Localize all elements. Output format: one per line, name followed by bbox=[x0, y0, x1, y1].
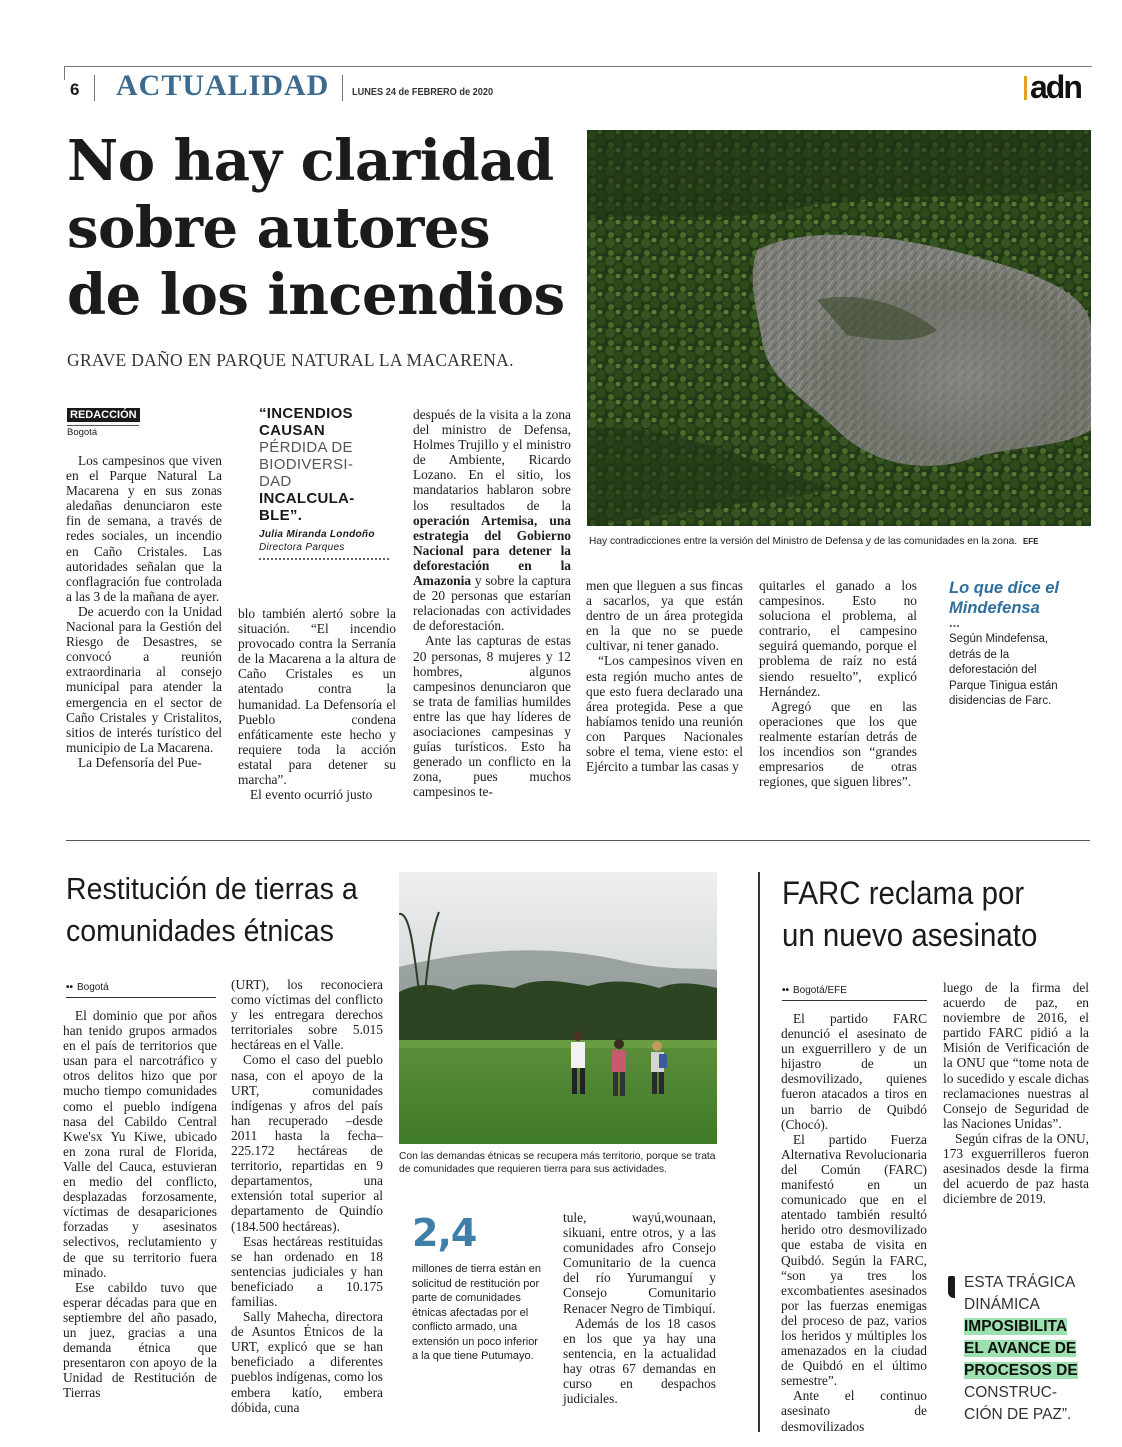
byline-dots: •• bbox=[66, 982, 74, 993]
adn-logo bbox=[1024, 71, 1094, 105]
restitucion-col-3 bbox=[563, 1210, 716, 1406]
highlight-text: EL AVANCE DE bbox=[964, 1340, 1077, 1357]
restitucion-col-2 bbox=[231, 977, 383, 1415]
restitucion-col-1 bbox=[63, 1008, 217, 1400]
headline-line-1: No hay claridad bbox=[67, 128, 554, 194]
headline-line: un nuevo asesinato bbox=[782, 917, 1038, 953]
sidebar-text: Según Mindefensa, detrás de la deforestación del Parque Tinigua están disidencias de Farc. bbox=[949, 633, 1058, 707]
quote-line-highlight bbox=[964, 1360, 1088, 1382]
header-left-tick bbox=[64, 66, 65, 80]
byline-city: Bogotá bbox=[67, 427, 98, 438]
text-run: y sobre la captura de 20 personas que estarían relacionadas con actividades de deforestación. bbox=[413, 573, 571, 634]
main-headline bbox=[67, 128, 577, 329]
headline-line: comunidades étnicas bbox=[66, 913, 334, 948]
paragraph: (URT), los reconociera como víctimas del conflicto y les entregara derechos territoriales sobre 5.015 hectáreas en el Valle. bbox=[231, 977, 383, 1053]
paragraph: Como el caso del pueblo nasa, con el apoyo de la URT, comunidades indígenas y afros del país han recuperado –desde 2011 hasta la fecha– 225.172 hectáreas de territorio, repartidas en 9 departamentos, una extensión total superior al departamento de Quindío (184.500 hectáreas). bbox=[231, 1052, 383, 1234]
header-divider bbox=[94, 75, 95, 101]
issue-date: LUNES 24 de FEBRERO de 2020 bbox=[352, 87, 494, 98]
paragraph: Agregó que en las operaciones que los que realmente estarían detrás de los incendios son “grandes empresarios de otras regiones, que siguen libres”. bbox=[759, 698, 917, 790]
quote-line: BLE”. bbox=[259, 507, 303, 524]
farc-col-2 bbox=[943, 980, 1089, 1206]
quote-role: Directora Parques bbox=[259, 542, 345, 553]
main-subheadline: GRAVE DAÑO EN PARQUE NATURAL LA MACARENA. bbox=[67, 350, 514, 370]
farc-headline bbox=[782, 872, 1058, 956]
quote-line: DINÁMICA bbox=[964, 1296, 1040, 1313]
main-col-3 bbox=[413, 407, 571, 799]
paragraph: Además de los 18 casos en los que ya hay una sentencia, en la actualidad hay otras 67 demandas en curso en despachos judiciales. bbox=[563, 1315, 716, 1407]
field-photo-caption: Con las demandas étnicas se recupera más territorio, porque se trata de comunidades que requieren tierra para sus actividades. bbox=[399, 1151, 716, 1175]
quote-dots bbox=[259, 558, 389, 560]
main-col-1 bbox=[66, 453, 222, 770]
highlight-text: PROCESOS DE bbox=[964, 1362, 1078, 1379]
header-top-rule bbox=[64, 66, 1092, 67]
logo-text: adn bbox=[1030, 69, 1081, 105]
paragraph: El evento ocurrió justo bbox=[250, 787, 373, 803]
paragraph: El partido FARC denunció el asesinato de un exguerrillero y de un hijastro de un desmovilizado, quienes fueron atacados a tiros en un barrio de Quibdó (Chocó). bbox=[781, 1011, 927, 1132]
section-divider bbox=[66, 840, 1090, 841]
header-divider-2 bbox=[342, 75, 343, 101]
mindefensa-sidebar bbox=[949, 578, 1074, 710]
paragraph: Ante el continuo asesinato de desmovilizados bbox=[781, 1388, 927, 1434]
paragraph: El dominio que por años han tenido grupos armados en el país de territorios que usan para el narcotráfico y otros delitos hizo que por mucho tiempo comunidades como el pueblo indígena nasa del Cabildo Central Kwe'sx Yu Kiwe, ubicado en zona rural de Florida, Valle del Cauca, estuvieran en medio del conflicto, desplazadas forzosamente, víctimas de desapariciones forzadas y asesinatos selectivos, reclutamiento y de que su territorio fuera minado. bbox=[63, 1008, 217, 1280]
quote-line: “INCENDIOS bbox=[259, 405, 353, 422]
quote-highlight bbox=[964, 1316, 1088, 1382]
quote-line-highlight bbox=[964, 1316, 1088, 1338]
byline-block bbox=[67, 405, 215, 438]
quote-line: ESTA TRÁGICA bbox=[964, 1274, 1076, 1291]
quote-body bbox=[948, 1272, 1088, 1426]
paragraph: Ese cabildo tuvo que esperar décadas para que en septiembre del año pasado, un juez, gracias a una demanda étnica que presentaron con apoyo de la Unidad de Restitución de Tierras bbox=[63, 1279, 217, 1401]
quote-mark-icon bbox=[948, 1276, 955, 1298]
photo-caption-main bbox=[589, 535, 1089, 548]
quote-line: CAUSAN bbox=[259, 422, 325, 439]
paragraph: Ante las capturas de estas 20 personas, 8 mujeres y 12 hombres, algunos campesinos denunciaron que se trata de familias humildes entre las que hay líderes de asociaciones campesinas y guías turísticos. Esto ha generado un conflicto en la zona, pues muchos campesinos te- bbox=[413, 633, 571, 800]
headline-line: Restitución de tierras a bbox=[66, 871, 358, 906]
forest-fire-photo bbox=[587, 130, 1091, 526]
paragraph: luego de la firma del acuerdo de paz, en noviembre de 2016, el partido FARC pidió a la Misión de Verificación de la ONU que “tome nota de lo sucedido y escale dichas reclamaciones nuestras al Consejo de Seguridad de las Naciones Unidas”. bbox=[943, 980, 1089, 1131]
byline-dots: •• bbox=[782, 985, 790, 996]
paragraph: “Los campesinos viven en esta región mucho antes de que esto fuera declarado una área protegida. Pese a que habíamos tenido una reunión con Parques Nacionales sobre el tema, viene esto: el Ejército a tumbar las casas y bbox=[586, 653, 743, 775]
paragraph: De acuerdo con la Unidad Nacional para la Gestión del Riesgo de Desastres, se convocó a reunión extraordinaria al consejo municipal para atender la emergencia en el sector de Caño Cristales y Cristalitos, sitios de interés turístico del municipio de La Macarena. bbox=[66, 603, 222, 755]
quote-line: CONSTRUC- bbox=[964, 1384, 1057, 1401]
byline-rule bbox=[782, 1000, 927, 1001]
quote-line: PÉRDIDA DE bbox=[259, 439, 353, 456]
people-in-field-image bbox=[399, 872, 717, 1144]
paragraph: La Defensoría del Pue- bbox=[78, 754, 202, 770]
byline-label: REDACCIÓN bbox=[67, 408, 140, 422]
page-header bbox=[60, 66, 1092, 106]
main-col-4 bbox=[586, 578, 743, 774]
field-photo bbox=[399, 872, 717, 1144]
headline-line: FARC reclama por bbox=[782, 875, 1025, 911]
sidebar-title: Lo que dice el Mindefensa bbox=[949, 579, 1060, 617]
paragraph bbox=[413, 407, 571, 633]
logo-bar bbox=[1024, 76, 1027, 100]
paragraph: Según cifras de la ONU, 173 exguerrilleros fueron asesinados desde la firma del acuerdo de paz hasta diciembre de 2019. bbox=[943, 1130, 1089, 1207]
sidebar-dots: ... bbox=[949, 615, 960, 630]
paragraph: blo también alertó sobre la situación. “El incendio provocado contra la Serranía de la Macarena a la altura de Caño Cristales es un atentado contra la humanidad. La Defensoría el Pueblo condena enfáticamente este hecho y requiere toda la acción estatal para detener su marcha”. bbox=[238, 606, 396, 788]
paragraph: quitarles el ganado a los campesinos. Esto no soluciona el problema, al contrario, el campesino seguirá quemando, porque el problema de raíz no está siendo resuelto”, explicó Hernández. bbox=[759, 578, 917, 699]
farc-pull-quote bbox=[948, 1272, 1088, 1426]
quote-author: Julia Miranda Londoño bbox=[259, 529, 375, 540]
quote-line: CIÓN DE PAZ”. bbox=[964, 1406, 1072, 1423]
quote-line-highlight bbox=[964, 1338, 1088, 1360]
quote-line: BIODIVERSI- bbox=[259, 456, 354, 473]
highlight-text: IMPOSIBILITA bbox=[964, 1318, 1068, 1335]
paragraph: Sally Mahecha, directora de Asuntos Étnicos de la URT, explicó que se han beneficiado a diferentes pueblos indígenas, como los embera katío, embera dóbida, cuna bbox=[231, 1309, 383, 1415]
stat-text: millones de tierra están en solicitud de restitución por parte de comunidades étnicas afectadas por el conflicto armado, una extensión un poco inferior a la que tiene Putumayo. bbox=[412, 1263, 542, 1362]
paragraph: tule, wayú,wounaan, sikuani, entre otros, y a las comunidades afro Consejo Comunitario de la cuenca del río Yurumanguí y Consejo Comunitario Renacer Negro de Timbiquí. bbox=[563, 1210, 716, 1316]
text-run-bold: operación Artemisa, una estrategia del Gobierno Nacional para detener la deforestación en la Amazonia bbox=[413, 512, 571, 589]
photo-credit: EFE bbox=[1022, 537, 1039, 546]
paragraph: El partido Fuerza Alternativa Revolucionaria del Común (FARC) manifestó en un comunicado que en el atentado también resultó herido otro desmovilizado que estaba de visita en Quibdó. Según la FARC, “son ya tres los excombatientes asesinados por las fuerzas enemigas del proceso de paz, varios los heridos y múltiples los amenazados en la ciudad de Quibdó en el último semestre”. bbox=[781, 1131, 927, 1389]
byline-rule bbox=[67, 425, 139, 426]
paragraph: Los campesinos que viven en el Parque Natural La Macarena y en sus zonas aledañas denunciaron este fin de semana, a través de redes sociales, un incendio en Caño Cristales. Las autoridades señalan que la conflagración fue controlada a las 3 de la mañana de ayer. bbox=[66, 453, 222, 604]
page-number: 6 bbox=[70, 80, 80, 99]
headline-line-2: sobre autores bbox=[67, 195, 491, 261]
stat-box bbox=[412, 1210, 542, 1364]
section-title: ACTUALIDAD bbox=[116, 69, 330, 102]
main-col-5 bbox=[759, 578, 917, 789]
byline-city: Bogotá bbox=[77, 982, 109, 993]
main-col-2 bbox=[238, 606, 396, 802]
paragraph: Esas hectáreas restituidas se han ordenado en 18 sentencias judiciales y han beneficiado a 10.175 familias. bbox=[231, 1233, 383, 1309]
byline-city: Bogotá/EFE bbox=[793, 985, 847, 996]
byline-rule bbox=[66, 997, 216, 998]
stat-number: 2,4 bbox=[412, 1211, 477, 1255]
restitucion-headline bbox=[66, 868, 360, 952]
deforestation-image bbox=[587, 130, 1091, 526]
text-run: después de la visita a la zona del ministro de Defensa, Holmes Trujillo y el ministro de Ambiente, Ricardo Lozano. En el sitio, los mandatarios hablaron sobre los resultados de la bbox=[413, 407, 571, 513]
restitucion-byline bbox=[66, 977, 216, 998]
quote-line: INCALCULA- bbox=[259, 490, 355, 507]
article-divider bbox=[758, 872, 760, 1432]
farc-col-1 bbox=[781, 1011, 927, 1434]
farc-byline bbox=[782, 980, 927, 1001]
caption-text: Hay contradicciones entre la versión del Ministro de Defensa y de las comunidades en la zona. bbox=[589, 536, 1018, 547]
quote-line: DAD bbox=[259, 473, 292, 490]
headline-line-3: de los incendios bbox=[67, 262, 565, 328]
paragraph: men que lleguen a sus fincas a sacarlos, ya que están dentro de un área protegida en la que no se puede cultivar, ni tener ganado. bbox=[586, 578, 743, 654]
pull-quote bbox=[259, 405, 379, 560]
